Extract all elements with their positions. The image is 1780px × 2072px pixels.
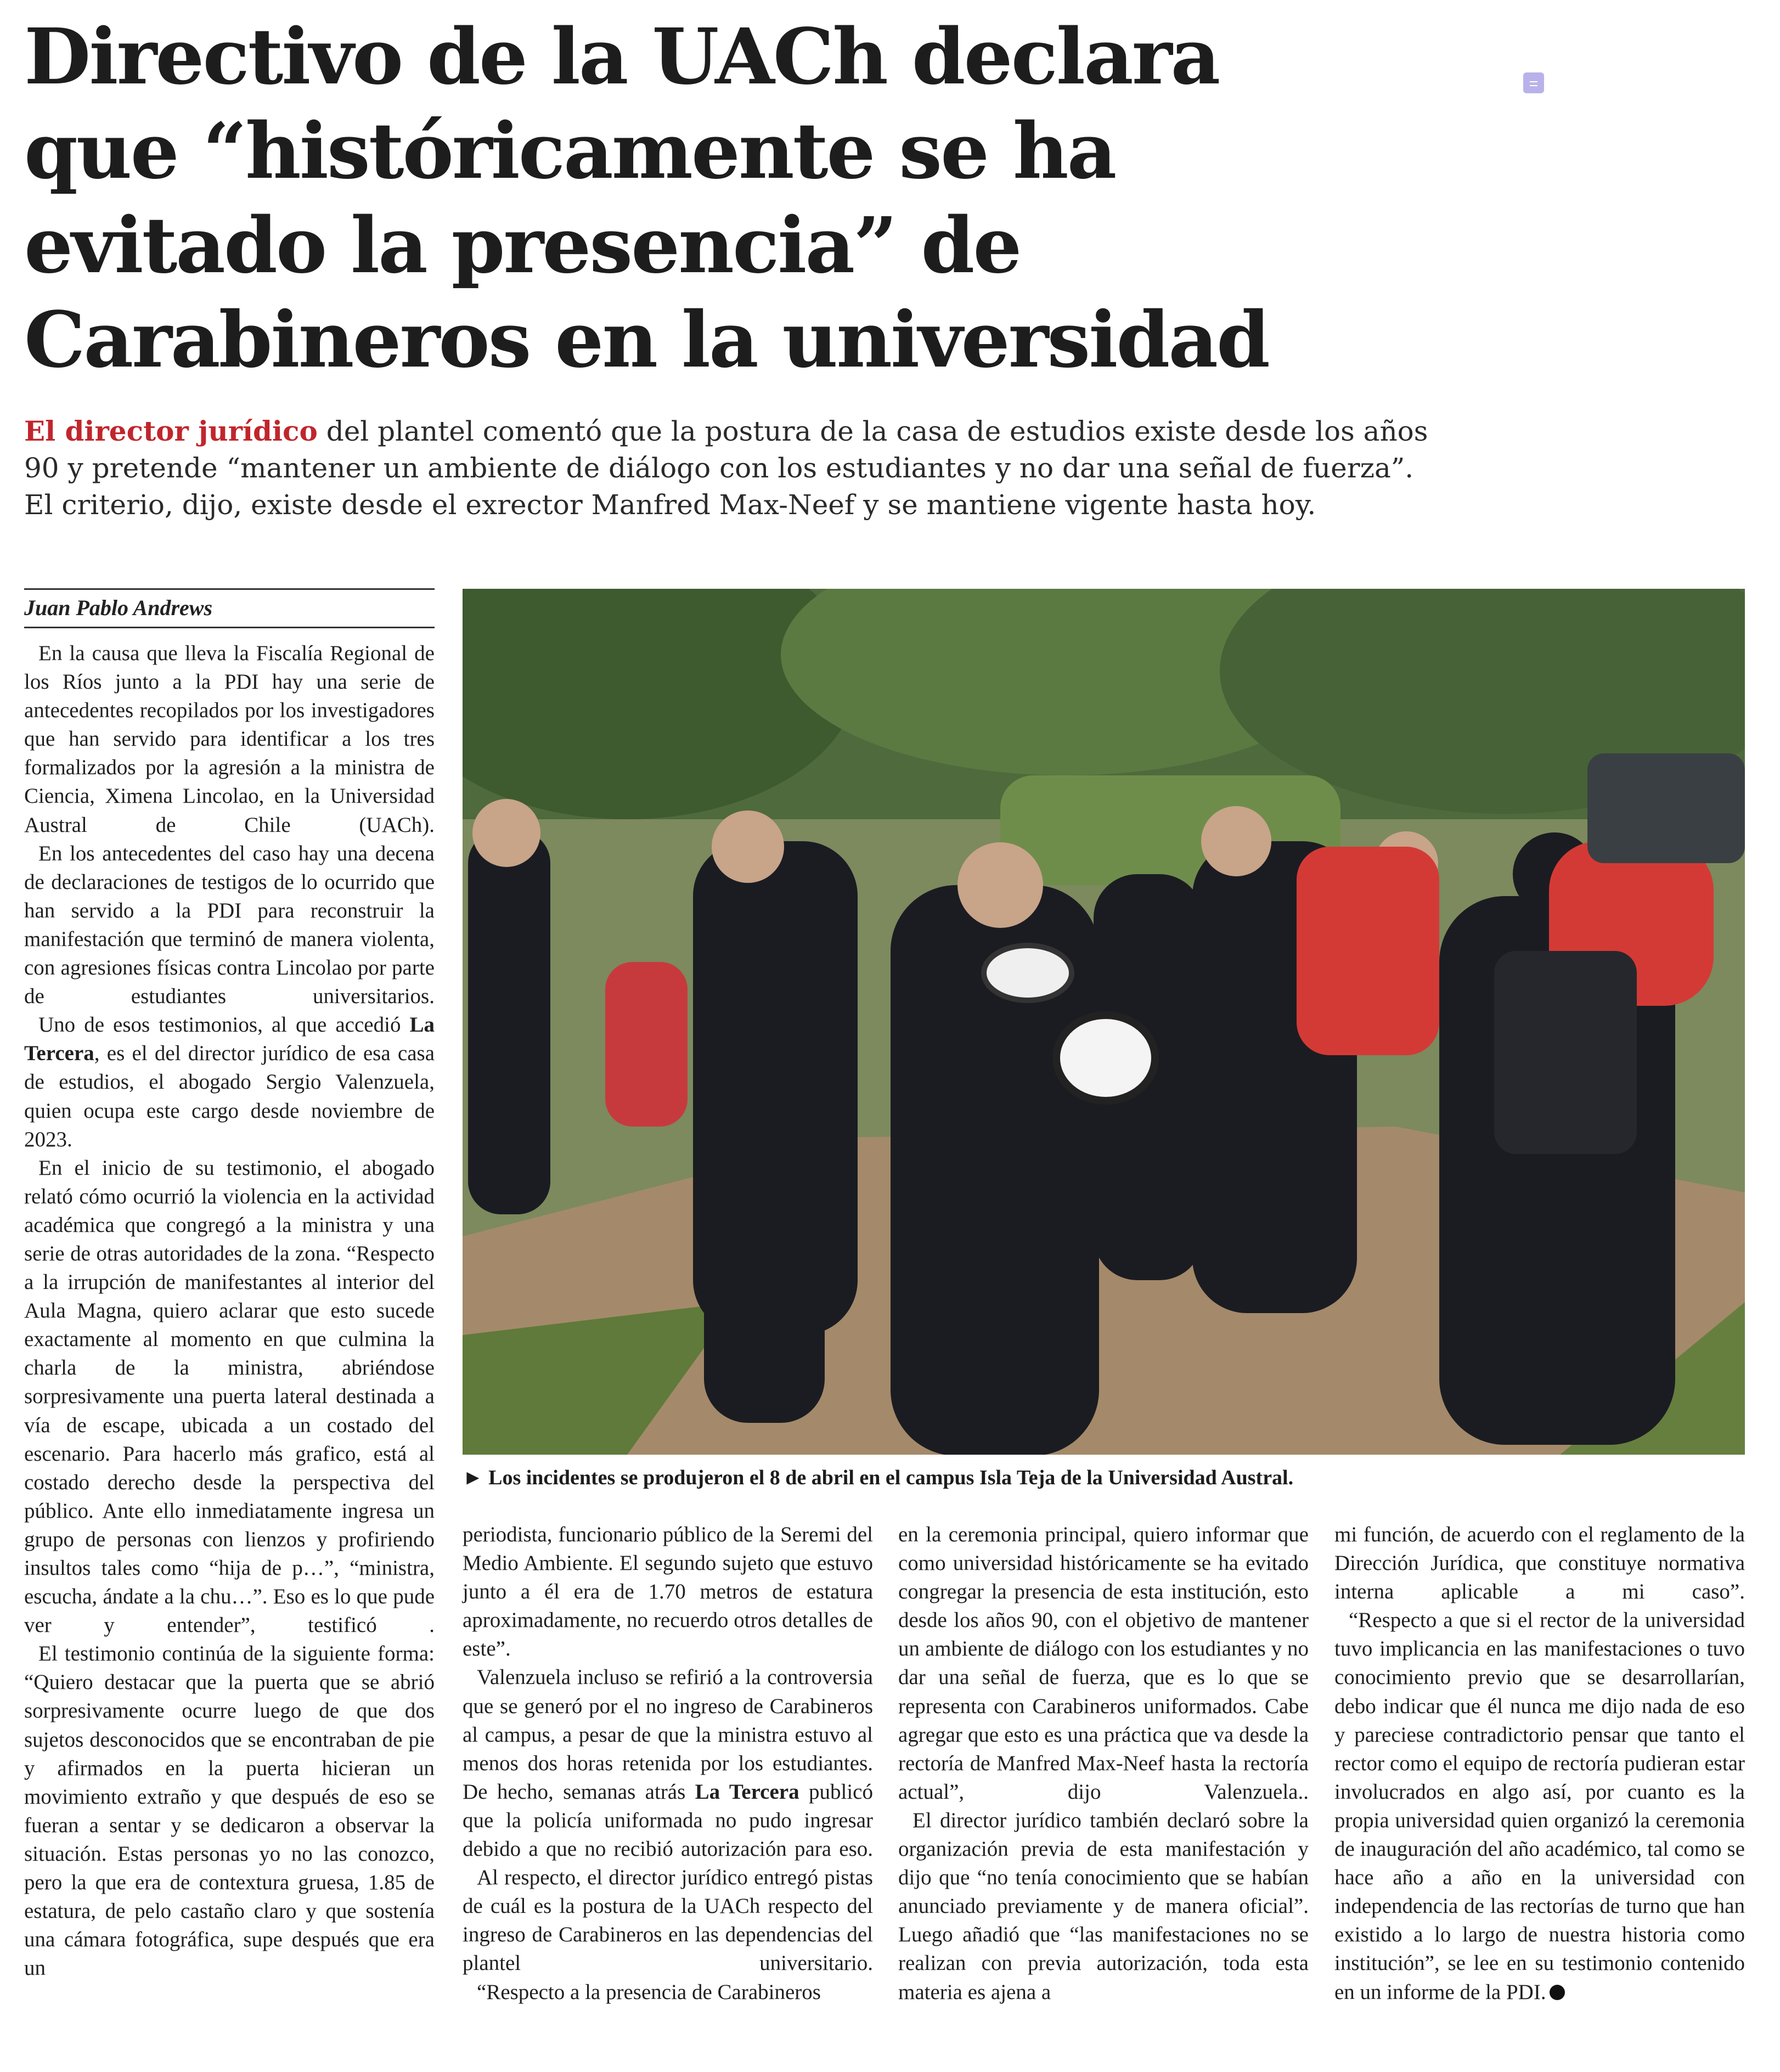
paragraph-text: , es el del director jurídico de esa casa de estudios, el abogado Sergio Valenzuela, quien ocupa este cargo desde noviembre de 2023. — [24, 1041, 435, 1151]
lead-kicker: El director jurídico — [24, 415, 318, 447]
lead-text: del plantel comentó que la postura de la casa de estudios existe desde los años — [317, 415, 1428, 447]
article-column-3 — [898, 1521, 1309, 2007]
byline-rule — [24, 627, 435, 628]
paragraph: En el inicio de su testimonio, el abogado relató cómo ocurrió la violencia en la actividad académica que congregó a la ministra y una serie de otras autoridades de la zona. “Respecto a la irrupción de manifestantes al interior del Aula Magna, quiero aclarar que esto sucede exactamente al momento en que culmina la charla de la ministra, abriéndose sorpresivamente una puerta lateral destinada a vía de escape, ubicada a un costado del escenario. Para hacerlo más grafico, está al costado derecho desde la perspectiva del público. Ante ello inmediatamente ingresa un grupo de personas con lienzos y profiriendo insultos tales como “hija de p…”, “ministra, escucha, ándate a la chu…”. Eso es lo que pude ver y entender”, testificó . — [24, 1156, 435, 1637]
photo-illustration — [463, 589, 1745, 1455]
byline: Juan Pablo Andrews — [24, 595, 213, 620]
byline-rule — [24, 588, 435, 590]
news-photo — [463, 589, 1745, 1455]
newspaper-name: La Tercera — [24, 1013, 435, 1066]
headline-line: Directivo de la UACh declara — [24, 12, 1219, 102]
headline-line: Carabineros en la universidad — [24, 295, 1269, 385]
lead-line-1 — [24, 413, 1428, 450]
article-column-1 — [24, 639, 435, 1983]
paragraph: El director jurídico también declaró sobre la organización previa de esta manifestación y dijo que “no tenía conocimiento que se habían anunciado previamente y de manera oficial”. Luego añadió que “las manifestaciones no se realizan con previa autorización, toda esta materia es ajena a — [898, 1808, 1309, 2004]
paragraph: En la causa que lleva la Fiscalía Regional de los Ríos junto a la PDI hay una serie de antecedentes recopilados por los investigadores que han servido para identificar a los tres formalizados por la agresión a la ministra de Ciencia, Ximena Lincolao, en la Universidad Austral de Chile (UACh). — [24, 641, 435, 837]
headline-line: que “históricamente se ha — [24, 106, 1116, 196]
paragraph-text: publicó que la policía uniformada no pudo ingresar debido a que no recibió autorización para eso. — [463, 1780, 873, 1861]
article-column-2 — [463, 1521, 873, 2007]
paragraph: Al respecto, el director jurídico entregó pistas de cuál es la postura de la UACh respecto del ingreso de Carabineros en las dependencias del plantel universitario. — [463, 1866, 873, 1975]
paragraph-text: “Respecto a que si el rector de la universidad tuvo implicancia en las manifestaciones o tuvo conocimiento previo que se desarrollarían, debo indicar que él nunca me dijo nada de eso y pareciese contradictorio pensar que tanto el rector como el equipo de rectoría pudieran estar involucrados en algo así, por cuanto es la propia universidad quien organizó la ceremonia de inauguración del año académico, tal como se hace año a año en la universidad con independencia de las rectorías de turno que han existido a lo largo de nuestra historia como institución”, se lee en su testimonio contenido en un informe de la PDI. — [1334, 1608, 1745, 2004]
paragraph — [1334, 1606, 1745, 2006]
newspaper-name: La Tercera — [695, 1780, 799, 1804]
paragraph — [463, 1663, 873, 1863]
paragraph-text: Uno de esos testimonios, al que accedió — [38, 1013, 410, 1037]
paragraph-continued: periodista, funcionario público de la Seremi del Medio Ambiente. El segundo sujeto que estuvo junto a él era de 1.70 metros de estatura aproximadamente, no recuerdo otros detalles de este”. — [463, 1523, 873, 1661]
photo-caption: ► Los incidentes se produjeron el 8 de abril en el campus Isla Teja de la Universidad Austral. — [463, 1466, 1294, 1489]
paragraph-continued: mi función, de acuerdo con el reglamento de la Dirección Jurídica, que constituye normativa interna aplicable a mi caso”. — [1334, 1523, 1745, 1604]
paragraph-continued: en la ceremonia principal, quiero informar que como universidad históricamente se ha evitado congregar la presencia de esta institución, esto desde los años 90, con el objetivo de mantener un ambiente de diálogo con los estudiantes y no dar una señal de fuerza, que es lo que se representa con Carabineros uniformados. Cabe agregar que esto es una práctica que va desde la rectoría de Manfred Max-Neef hasta la rectoría actual”, dijo Valenzuela.. — [898, 1523, 1309, 1804]
end-mark-icon — [1550, 1985, 1565, 2000]
lead-line-2: 90 y pretende “mantener un ambiente de diálogo con los estudiantes y no dar una señal de fuerza”. — [24, 452, 1414, 484]
paragraph: “Respecto a la presencia de Carabineros — [477, 1980, 821, 2004]
paragraph — [24, 1011, 435, 1153]
headline — [24, 10, 1308, 387]
lead-line-3: El criterio, dijo, existe desde el exrector Manfred Max-Neef y se mantiene vigente hasta hoy. — [24, 489, 1316, 521]
lead-paragraph — [24, 413, 1428, 523]
headline-line: evitado la presencia” de — [24, 201, 1021, 291]
paragraph: El testimonio continúa de la siguiente forma: “Quiero destacar que la puerta que se abrió sorpresivamente ocurre luego de que dos sujetos desconocidos que se encontraban de pie y afirmados en la puerta hicieran un movimiento extraño y que después de eso se fueran a sentar y se dedicaron a observar la situación. Estas personas yo no las conozco, pero la que era de contextura gruesa, 1.85 de estatura, de pelo castaño claro y que sostenía una cámara fotográfica, supe después que era un — [24, 1642, 435, 1980]
article-column-4 — [1334, 1521, 1745, 2007]
paragraph: En los antecedentes del caso hay una decena de declaraciones de testigos de lo ocurrido que han servido a la PDI para reconstruir la manifestación que terminó de manera violenta, con agresiones físicas contra Lincolao por parte de estudiantes universitarios. — [24, 841, 435, 1009]
note-icon[interactable] — [1523, 72, 1544, 93]
paragraph-text: Valenzuela incluso se refirió a la controversia que se generó por el no ingreso de Carabineros al campus, a pesar de que la ministra estuvo al menos dos horas retenida por los estudiantes. De hecho, semanas atrás — [463, 1665, 873, 1804]
